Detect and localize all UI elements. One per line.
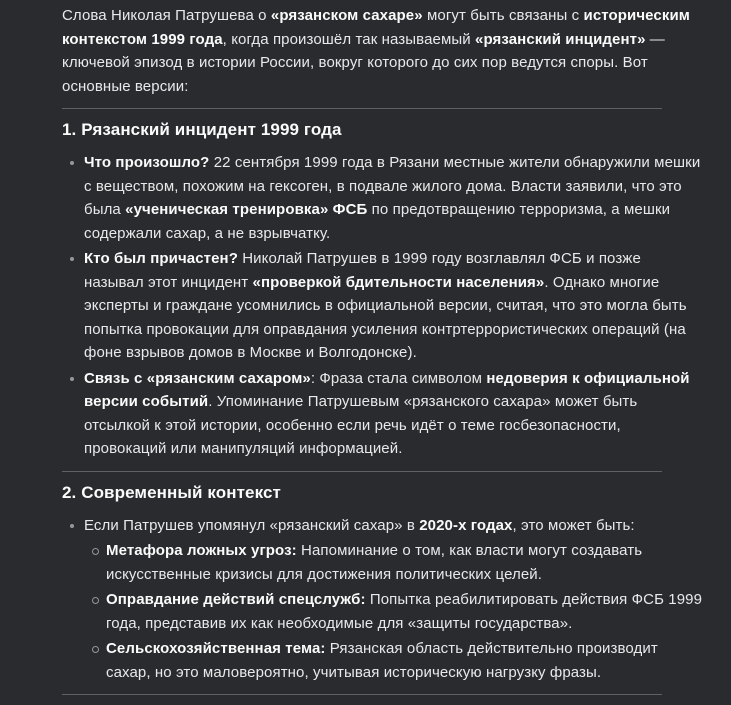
list-item-who-was-involved [62, 247, 703, 365]
section-divider [62, 471, 662, 472]
text-segment: . Упоминание Патрушевым «рязанского сахара» может быть отсылкой к этой истории, особенно если речь идёт о теме госбезопасности, провокаций или манипуляций информацией. [84, 393, 638, 457]
sub-list-item-metaphor [84, 539, 703, 586]
text-segment: Слова Николая Патрушева о [62, 7, 271, 24]
section-divider [62, 108, 662, 109]
text-segment: — ключевой эпизод в истории России, вокруг которого до сих пор ведутся споры. Вот основные версии: [62, 30, 665, 95]
text-segment: Попытка реабилитировать действия ФСБ 1999 года, представив их как необходимые для «защиты государства». [106, 591, 703, 632]
section-divider [62, 694, 662, 695]
assistant-message [62, 4, 703, 705]
intro-paragraph [62, 4, 703, 98]
text-segment: Напоминание о том, как власти могут создавать искусственные кризисы для достижения политических целей. [106, 542, 643, 583]
section-2-list [62, 514, 703, 685]
bold-text-segment: 2020-х годах [419, 516, 513, 534]
text-segment: Николай Патрушев в 1999 году возглавлял ФСБ и позже называл этот инцидент [84, 250, 641, 291]
list-item-what-happened [62, 151, 703, 245]
bold-text-segment: Сельскохозяйственная тема: [106, 640, 326, 657]
bold-text-segment: Кто был причастен? [84, 250, 238, 267]
bold-text-segment: Оправдание действий спецслужб: [106, 591, 366, 608]
bold-text-segment: «ученическая тренировка» ФСБ [125, 201, 368, 218]
bold-text-segment: недоверия к официальной версии событий [84, 369, 690, 410]
text-segment: могут быть связаны с [422, 7, 584, 24]
bold-text-segment: Что произошло? [84, 154, 210, 171]
text-segment: , когда произошёл так называемый [222, 30, 475, 48]
text-segment: Если Патрушев упомянул «рязанский сахар» в [84, 516, 420, 534]
text-segment: Рязанская область действительно производит сахар, но это маловероятно, учитывая историческую нагрузку фразы. [106, 640, 658, 681]
list-item-modern-context [62, 514, 703, 685]
bold-text-segment: Связь с «рязанским сахаром» [84, 369, 311, 387]
list-item-lead-text [84, 517, 635, 534]
bold-text-segment: «рязанский инцидент» [475, 30, 646, 48]
text-segment: : Фраза стала символом [310, 369, 487, 387]
section-1-list [62, 151, 703, 461]
section-2-heading: 2. Современный контекст [62, 482, 281, 502]
list-item-sugar-connection [62, 367, 703, 461]
text-segment: по предотвращению терроризма, а мешки содержали сахар, а не взрывчатку. [84, 201, 671, 242]
section-1-heading: 1. Рязанский инцидент 1999 года [62, 120, 342, 139]
sub-list-item-agriculture [84, 637, 703, 684]
text-segment: , это может быть: [512, 516, 635, 534]
text-segment: 22 сентября 1999 года в Рязани местные жители обнаружили мешки с веществом, похожим на гексоген, в подвале жилого дома. Власти заявили, что это была [84, 154, 701, 218]
sub-list-item-justification [84, 588, 703, 635]
modern-context-sublist [84, 539, 703, 684]
bold-text-segment: «проверкой бдительности населения» [252, 273, 545, 291]
bold-text-segment: историческим контекстом 1999 года [62, 7, 690, 48]
bold-text-segment: Метафора ложных угроз: [106, 542, 297, 559]
text-segment: . Однако многие эксперты и граждане усомнились в официальной версии, считая, что это могла быть попытка провокации для оправдания усиления контртеррористических операций (на фоне взрывов домов в Москве и Волгодонске). [84, 273, 687, 361]
bold-text-segment: «рязанском сахаре» [270, 7, 423, 24]
